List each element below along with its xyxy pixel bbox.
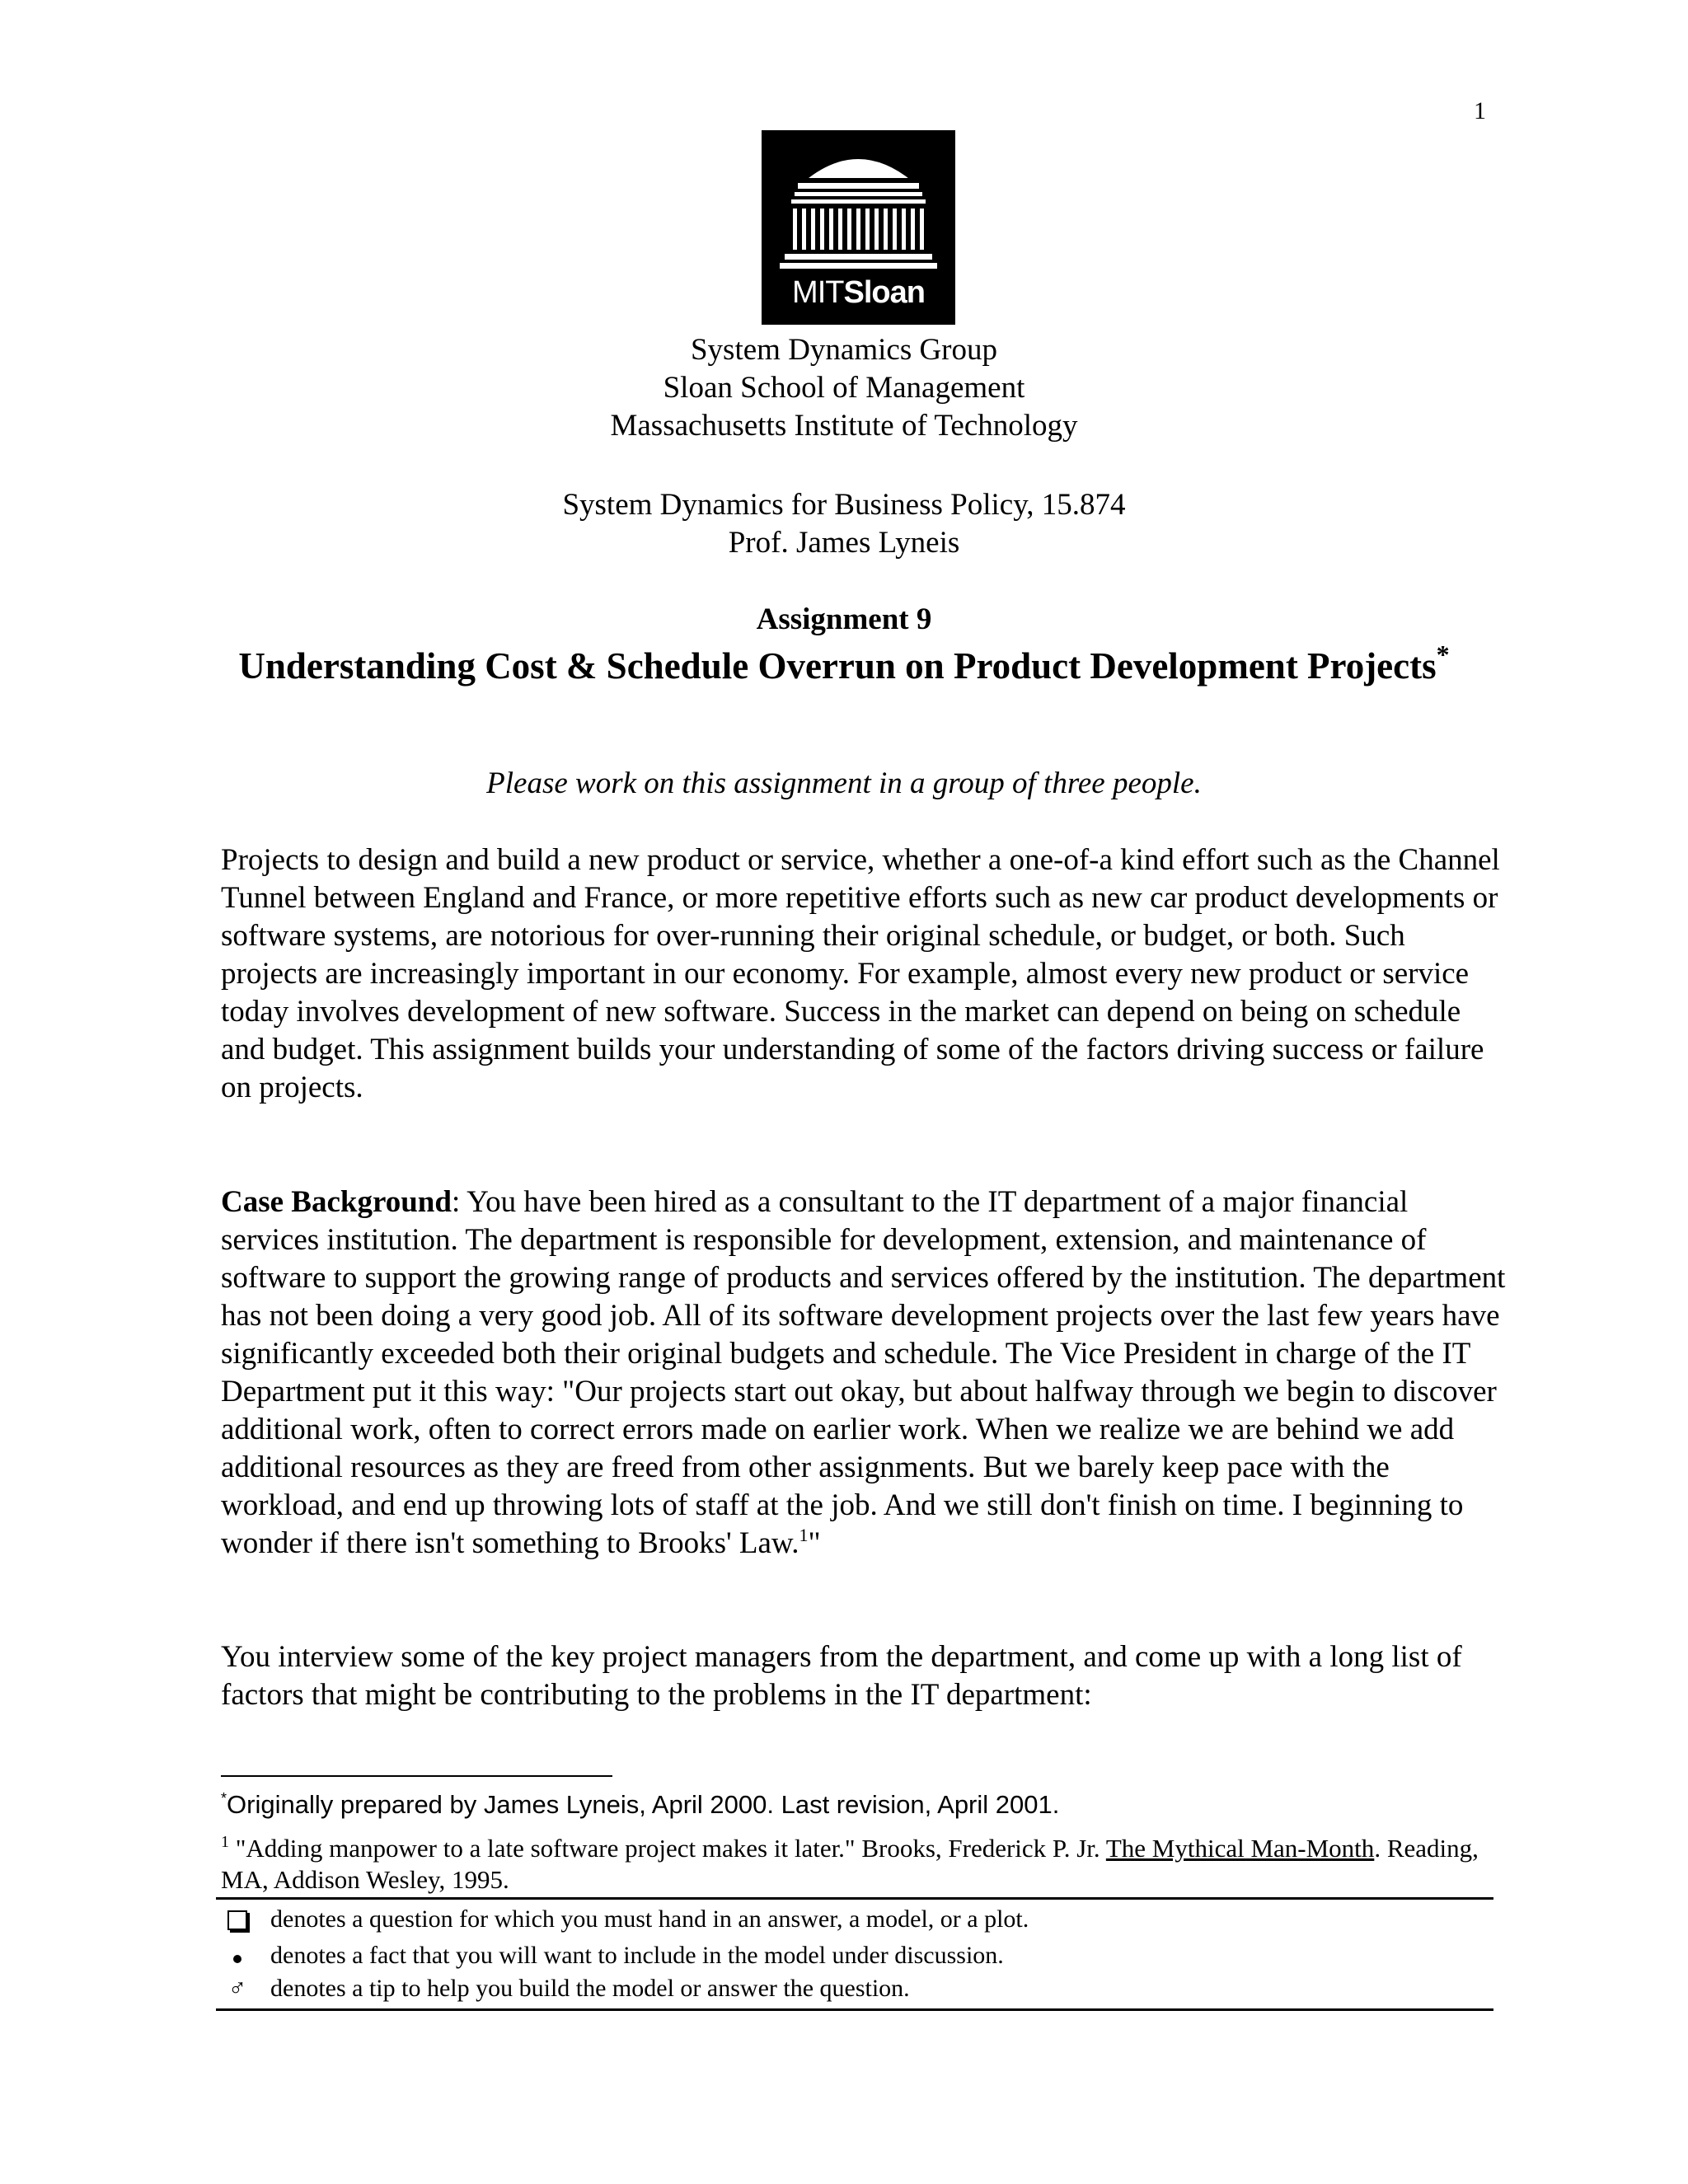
legend-fact-row: denotes a fact that you will want to include in the model under discussion.	[221, 1942, 1498, 1975]
legend-bottom-rule	[216, 2008, 1493, 2011]
course-info	[0, 486, 1688, 562]
institute-name: Massachusetts Institute of Technology	[610, 409, 1078, 443]
book-title: The Mythical Man-Month	[1105, 1834, 1375, 1863]
footnote-one: $^1$ "Adding manpower to a late software project makes it later." Brooks, Frederick P. Jr. The Mythical Man-Month. Reading, MA, Addison Wesley, 1995.	[221, 1833, 1479, 1894]
assignment-label: Assignment 9	[756, 602, 932, 636]
legend-tip-row: ♂ denotes a tip to help you build the model or answer the question.	[221, 1975, 1498, 2008]
tip-icon: ♂	[227, 1975, 247, 2002]
mit-sloan-logo	[762, 130, 955, 325]
page-number: 1	[1474, 97, 1486, 124]
case-heading: Case Background	[221, 1185, 452, 1219]
legend-top-rule	[216, 1897, 1493, 1900]
institution-header	[0, 331, 1688, 445]
assignment-title: Understanding Cost & Schedule Overrun on Product Development Projects*	[238, 640, 1450, 687]
bullet-icon	[221, 1942, 254, 1970]
logo-wordmark: MITSloan	[792, 275, 925, 310]
interview-paragraph: You interview some of the key project managers from the department, and come up with a long list of factors that might be contributing to the problems in the IT department:	[221, 1640, 1462, 1712]
brooks-footnote-ref: 1	[799, 1525, 809, 1545]
checkbox-icon	[221, 1905, 254, 1937]
footnote-star: *Originally prepared by James Lyneis, April 2000. Last revision, April 2001.	[221, 1790, 1060, 1819]
footnote-divider	[221, 1775, 612, 1777]
case-background-paragraph: Case Background: You have been hired as a consultant to the IT department of a major financial services institution. The department is responsible for development, extension, and maintenance of software to support the growing range of products and services offered by the institution. The department has not been doing a very good job. All of its software development projects over the last few years have significantly exceeded both their original budgets and schedule. The Vice President in charge of the IT Department put it this way: "Our projects start out okay, but about halfway through we begin to discover additional work, often to correct errors made on earlier work. When we realize we are behind we add additional resources as they are freed from other assignments. But we barely keep pace with the workload, and end up throwing lots of staff at the job. And we still don't finish on time. I beginning to wonder if there isn't something to Brooks' Law.$^1$"	[221, 1185, 1506, 1560]
group-instruction: Please work on this assignment in a group of three people.	[486, 766, 1202, 800]
intro-paragraph: Projects to design and build a new product or service, whether a one-of-a kind effort such as the Channel Tunnel between England and France, or more repetitive efforts such as new car product developments or software systems, are notorious for over-running their original schedule, or budget, or both. Such projects are increasingly important in our economy. For example, almost every new product or service today involves development of new software. Success in the market can depend on being on schedule and budget. This assignment builds your understanding of some of the factors driving success or failure on projects.	[221, 843, 1500, 1104]
school-name: Sloan School of Management	[663, 371, 1025, 405]
professor-name: Prof. James Lyneis	[728, 526, 960, 560]
group-name: System Dynamics Group	[690, 333, 998, 367]
title-footnote-mark: *	[1436, 640, 1450, 669]
legend-question-row: denotes a question for which you must hand in an answer, a model, or a plot.	[221, 1905, 1498, 1938]
course-title: System Dynamics for Business Policy, 15.874	[562, 488, 1126, 522]
